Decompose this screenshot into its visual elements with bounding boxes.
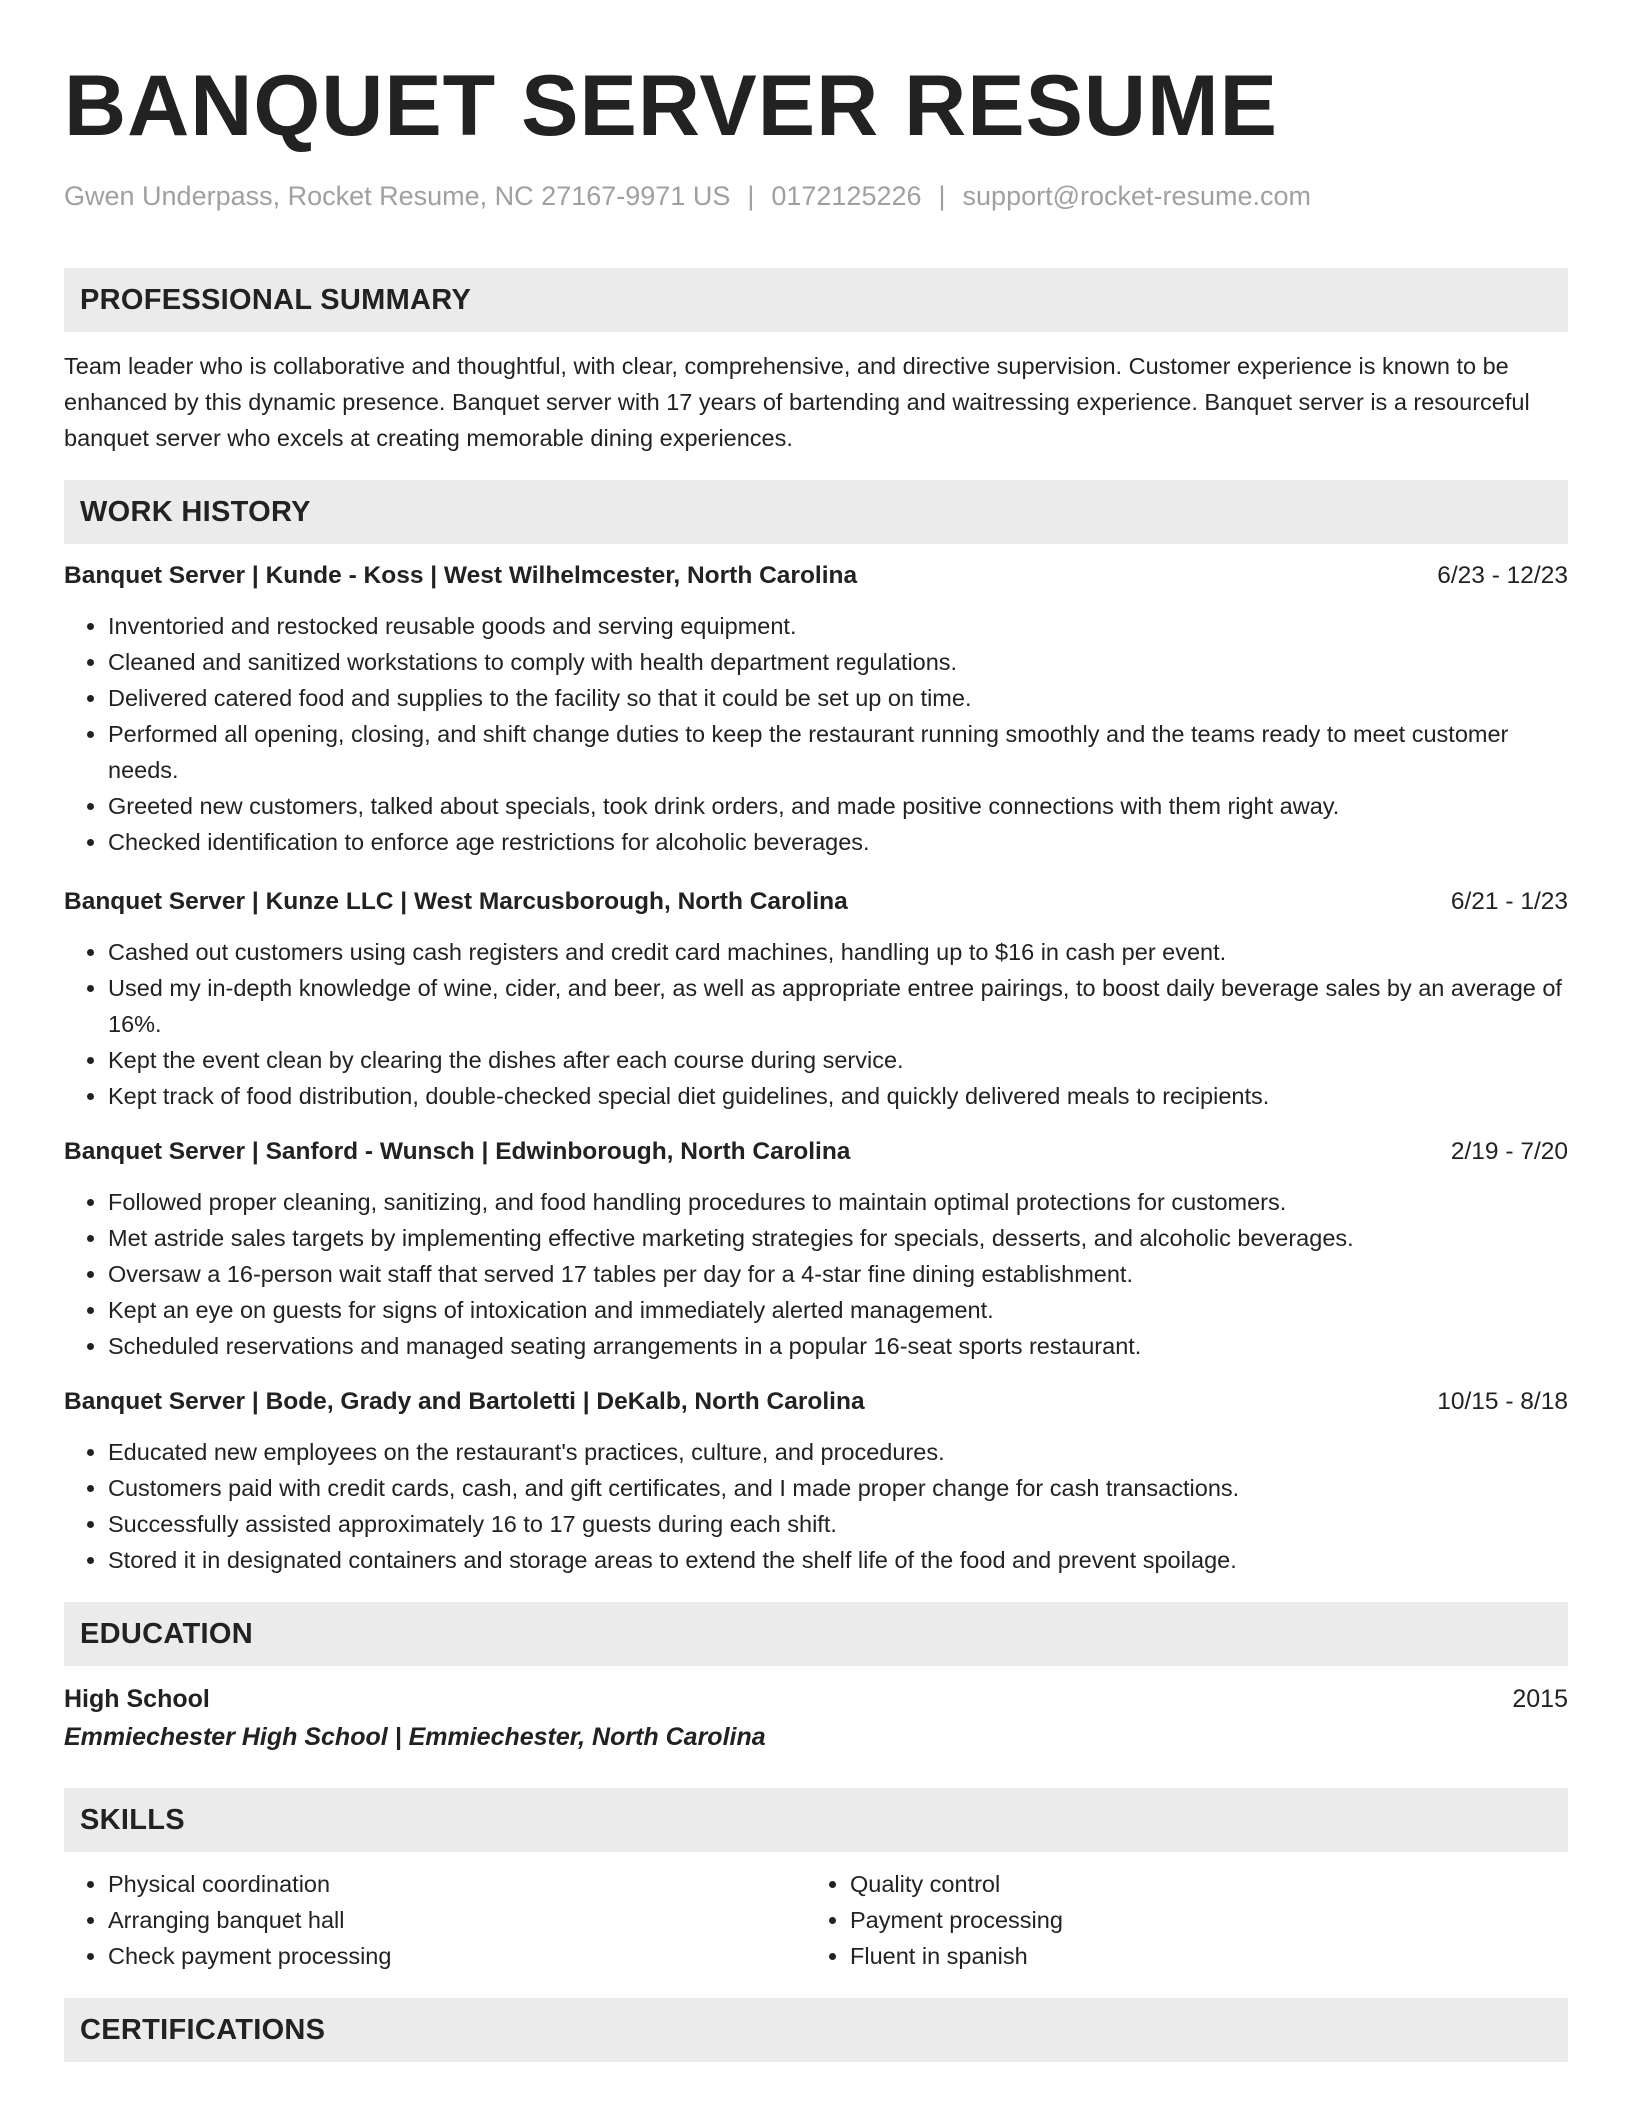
skill-item: • Payment processing xyxy=(850,1902,1548,1938)
job-bullet: • Met astride sales targets by implementing effective marketing strategies for specials, desserts, and alcoholic beverages. xyxy=(108,1220,1568,1256)
resume-page xyxy=(64,0,1568,2062)
job-bullet: • Cashed out customers using cash registers and credit card machines, handling up to $16 in cash per event. xyxy=(108,934,1568,970)
job-title: Banquet Server | Kunze LLC | West Marcusborough, North Carolina xyxy=(64,888,848,915)
job-header xyxy=(64,1134,1568,1170)
job-bullet: • Cleaned and sanitized workstations to comply with health department regulations. xyxy=(108,644,1568,680)
job-bullet: • Scheduled reservations and managed seating arrangements in a popular 16-seat sports restaurant. xyxy=(108,1328,1568,1364)
section-heading-skills: SKILLS xyxy=(64,1788,1568,1852)
job-bullet: • Inventoried and restocked reusable goods and serving equipment. xyxy=(108,608,1568,644)
job-bullet: • Kept an eye on guests for signs of intoxication and immediately alerted management. xyxy=(108,1292,1568,1328)
contact-phone[interactable]: 0172125226 xyxy=(771,181,922,211)
job-bullets xyxy=(64,1184,1568,1364)
job-dates: 2/19 - 7/20 xyxy=(1450,1138,1568,1165)
contact-separator: | xyxy=(938,181,946,211)
job-header xyxy=(64,1384,1568,1420)
job-bullets xyxy=(64,608,1568,860)
job-bullets xyxy=(64,1434,1568,1578)
section-heading-work-history: WORK HISTORY xyxy=(64,480,1568,544)
summary-text: Team leader who is collaborative and thoughtful, with clear, comprehensive, and directive supervision. Customer experience is known to be enhanced by this dynamic presence. Banquet server with 17 years of bartending and waitressing experience. Banquet server is a resourceful banquet server who excels at creating memorable dining experiences. xyxy=(64,353,1530,451)
education-entry xyxy=(64,1680,1568,1756)
education-school: Emmiechester High School | Emmiechester, North Carolina xyxy=(64,1723,766,1751)
contact-line xyxy=(64,176,1568,216)
skills-column-right xyxy=(806,1866,1548,1974)
skill-item: • Check payment processing xyxy=(108,1938,806,1974)
job-header xyxy=(64,884,1568,920)
skill-item: • Quality control xyxy=(850,1866,1548,1902)
skill-item: • Fluent in spanish xyxy=(850,1938,1548,1974)
job-dates: 6/21 - 1/23 xyxy=(1450,888,1568,915)
section-heading-certifications: CERTIFICATIONS xyxy=(64,1998,1568,2062)
job-title: Banquet Server | Kunde - Koss | West Wilhelmcester, North Carolina xyxy=(64,562,858,589)
job-entry xyxy=(64,558,1568,860)
education-degree: High School xyxy=(64,1685,210,1713)
contact-address: Gwen Underpass, Rocket Resume, NC 27167-9971 US xyxy=(64,181,731,211)
job-bullet: • Oversaw a 16-person wait staff that served 17 tables per day for a 4-star fine dining establishment. xyxy=(108,1256,1568,1292)
job-title: Banquet Server | Bode, Grady and Bartoletti | DeKalb, North Carolina xyxy=(64,1388,865,1415)
job-entry xyxy=(64,884,1568,1114)
job-bullet: • Used my in-depth knowledge of wine, cider, and beer, as well as appropriate entree pairings, to boost daily beverage sales by an average of 16%. xyxy=(108,970,1568,1042)
job-dates: 10/15 - 8/18 xyxy=(1437,1388,1568,1415)
job-bullet: • Educated new employees on the restaurant's practices, culture, and procedures. xyxy=(108,1434,1568,1470)
contact-email[interactable]: support@rocket-resume.com xyxy=(962,181,1312,211)
contact-separator: | xyxy=(747,181,755,211)
job-bullet: • Delivered catered food and supplies to the facility so that it could be set up on time. xyxy=(108,680,1568,716)
skill-item: • Arranging banquet hall xyxy=(108,1902,806,1938)
skill-item: • Physical coordination xyxy=(108,1866,806,1902)
job-bullet: • Stored it in designated containers and storage areas to extend the shelf life of the food and prevent spoilage. xyxy=(108,1542,1568,1578)
job-header xyxy=(64,558,1568,594)
job-bullet: • Kept the event clean by clearing the dishes after each course during service. xyxy=(108,1042,1568,1078)
section-heading-summary: PROFESSIONAL SUMMARY xyxy=(64,268,1568,332)
job-bullet: • Kept track of food distribution, double-checked special diet guidelines, and quickly delivered meals to recipients. xyxy=(108,1078,1568,1114)
job-entry xyxy=(64,1384,1568,1578)
resume-title: BANQUET SERVER RESUME xyxy=(64,58,1279,154)
job-bullet: • Customers paid with credit cards, cash, and gift certificates, and I made proper change for cash transactions. xyxy=(108,1470,1568,1506)
job-bullet: • Performed all opening, closing, and shift change duties to keep the restaurant running smoothly and the teams ready to meet customer needs. xyxy=(108,716,1568,788)
job-bullet: • Followed proper cleaning, sanitizing, and food handling procedures to maintain optimal protections for customers. xyxy=(108,1184,1568,1220)
education-header xyxy=(64,1680,1568,1718)
job-title: Banquet Server | Sanford - Wunsch | Edwinborough, North Carolina xyxy=(64,1138,851,1165)
job-bullet: • Greeted new customers, talked about specials, took drink orders, and made positive connections with them right away. xyxy=(108,788,1568,824)
job-dates: 6/23 - 12/23 xyxy=(1437,562,1568,589)
job-bullet: • Checked identification to enforce age restrictions for alcoholic beverages. xyxy=(108,824,1568,860)
education-year: 2015 xyxy=(1512,1685,1568,1713)
skills-list xyxy=(64,1866,1568,1974)
job-entry xyxy=(64,1134,1568,1364)
job-bullet: • Successfully assisted approximately 16 to 17 guests during each shift. xyxy=(108,1506,1568,1542)
section-heading-education: EDUCATION xyxy=(64,1602,1568,1666)
job-bullets xyxy=(64,934,1568,1114)
skills-column-left xyxy=(64,1866,806,1974)
